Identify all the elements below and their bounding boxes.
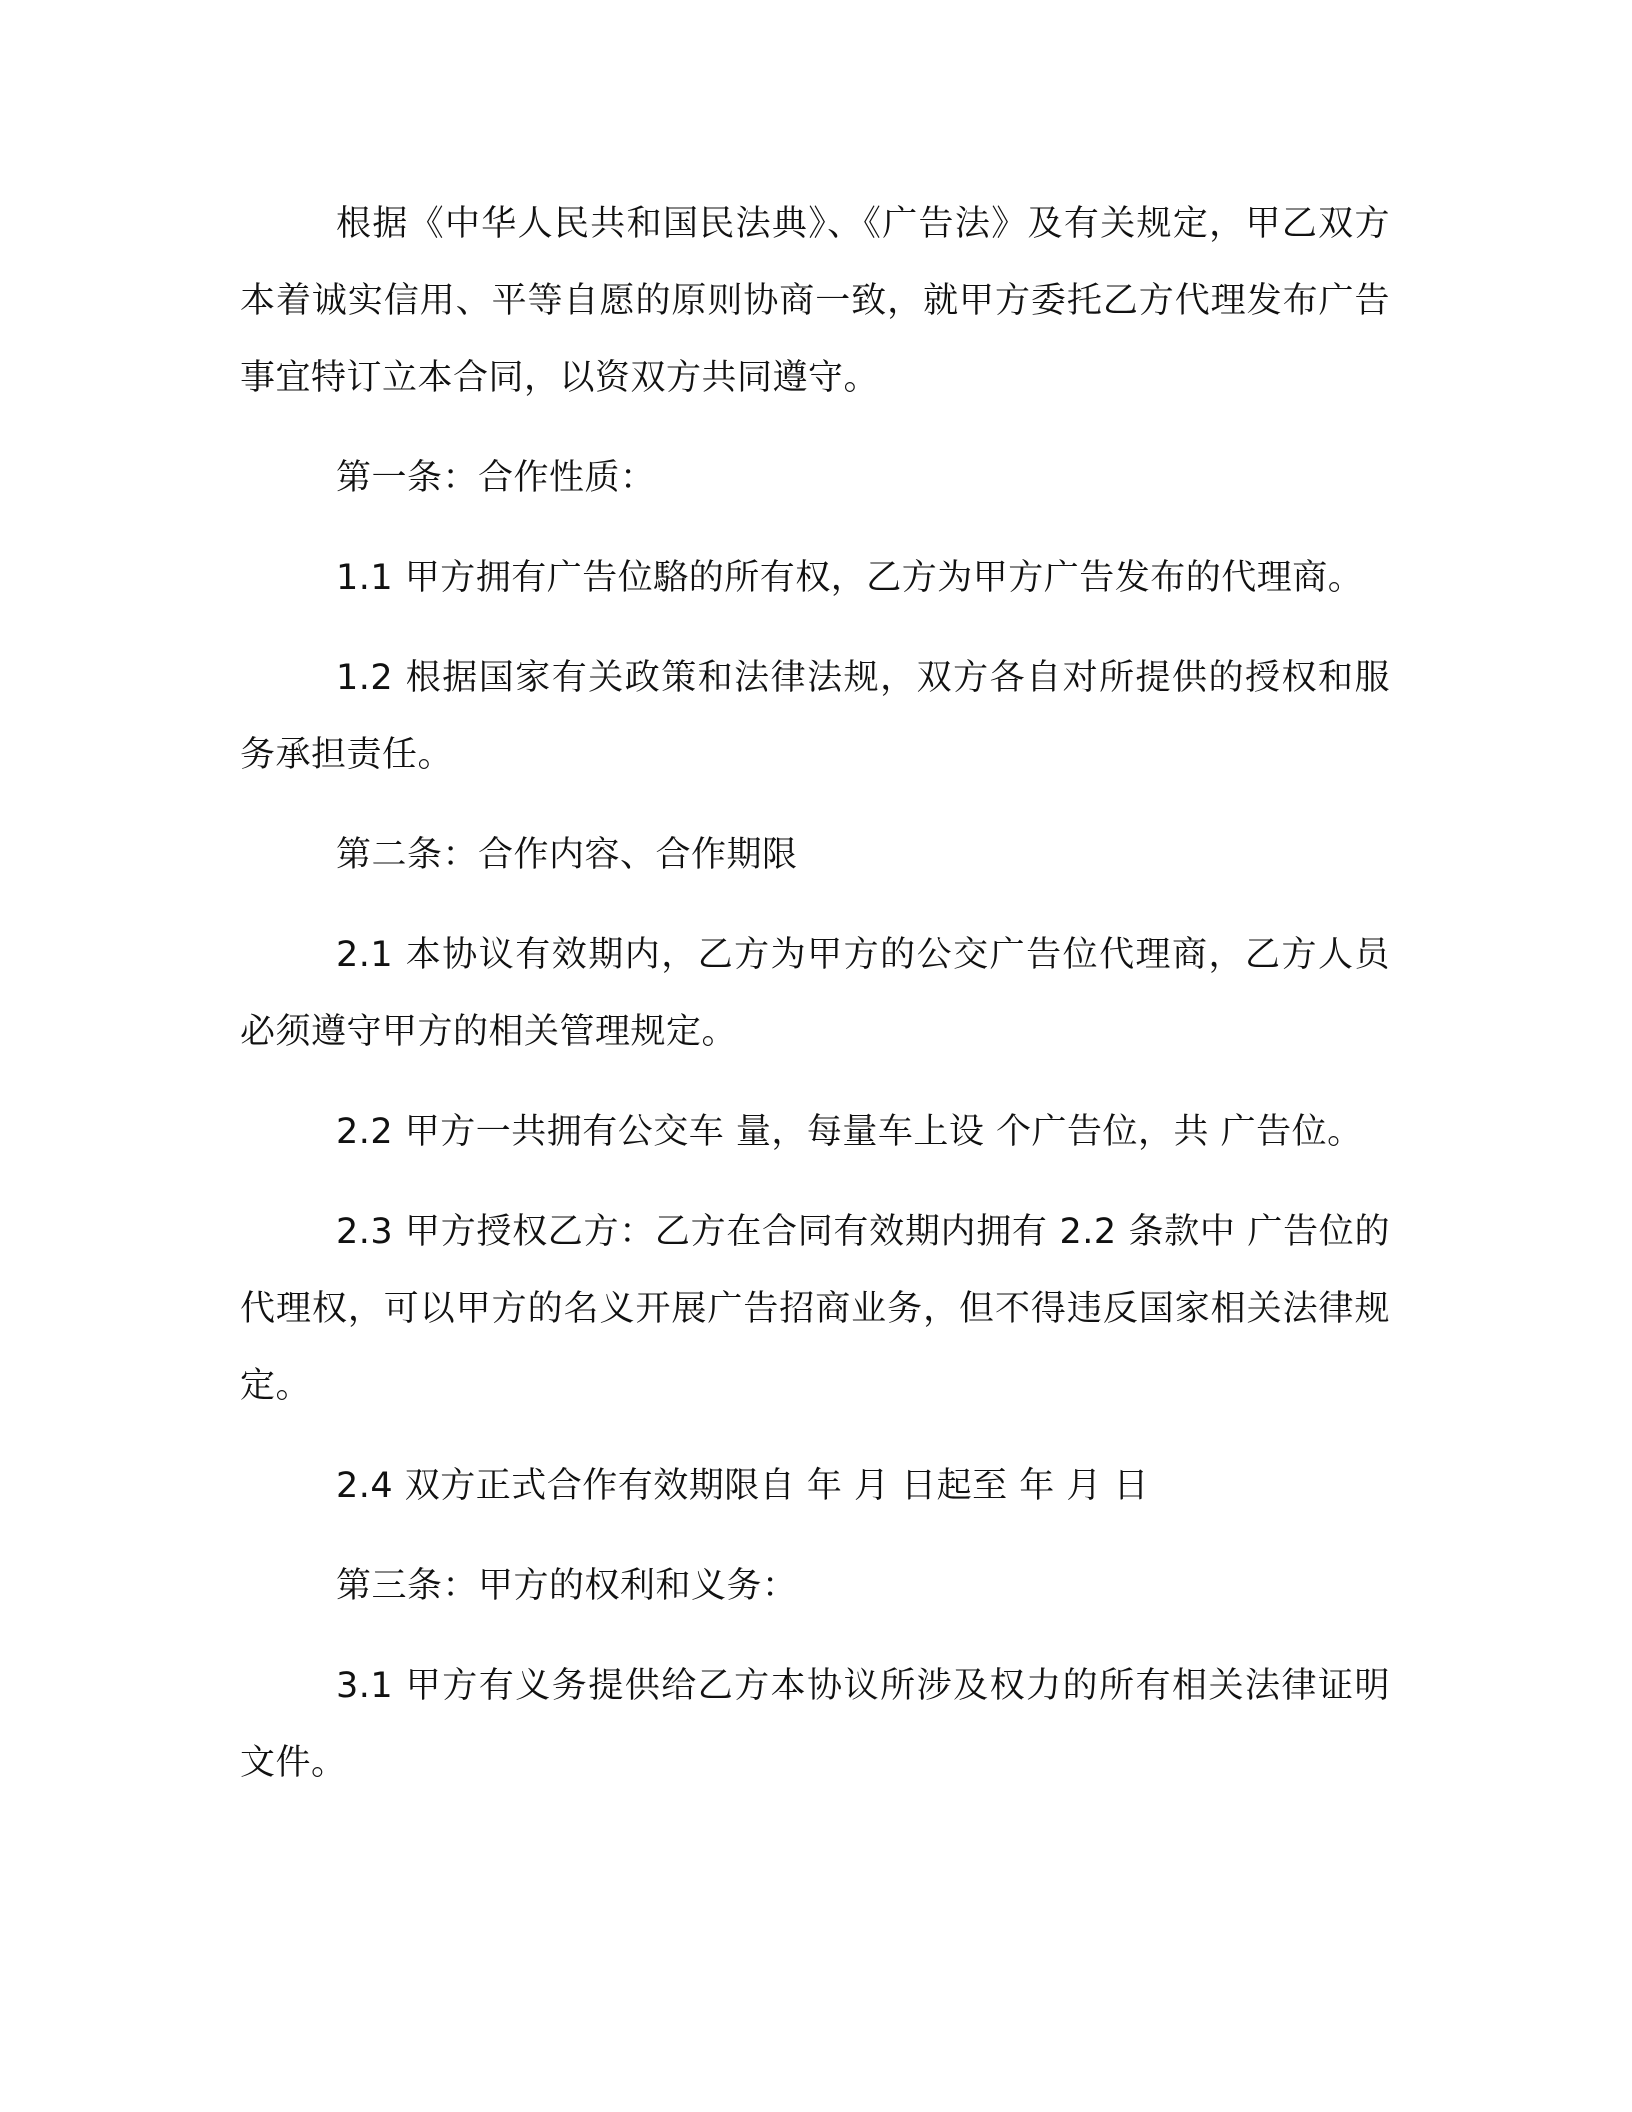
- clause-2-4: 2.4 双方正式合作有效期限自 年 月 日起至 年 月 日: [336, 1466, 1150, 1506]
- clause-3-1: 3.1 甲方有义务提供给乙方本协议所涉及权力的所有相关法律证明文件。: [240, 1666, 1390, 1783]
- clause-1-1: 1.1 甲方拥有广告位駱的所有权，乙方为甲方广告发布的代理商。: [336, 558, 1364, 598]
- preamble-paragraph: 根据《中华人民共和国民法典》、《广告法》及有关规定，甲乙双方本着诚实信用、平等自愿的原则协商一致，就甲方委托乙方代理发布广告事宜特订立本合同，以资双方共同遵守。: [240, 204, 1390, 398]
- clause-2-1: 2.1 本协议有效期内，乙方为甲方的公交广告位代理商，乙方人员必须遵守甲方的相关管理规定。: [240, 935, 1390, 1052]
- clause-1-2: 1.2 根据国家有关政策和法律法规，双方各自对所提供的授权和服务承担责任。: [240, 658, 1390, 775]
- clause-2-2: 2.2 甲方一共拥有公交车 量，每量车上设 个广告位，共 广告位。: [336, 1112, 1363, 1152]
- article-2-heading: 第二条：合作内容、合作期限: [336, 835, 798, 875]
- article-1-heading: 第一条：合作性质：: [336, 458, 656, 498]
- clause-2-3: 2.3 甲方授权乙方：乙方在合同有效期内拥有 2.2 条款中 广告位的代理权，可以甲方的名义开展广告招商业务，但不得违反国家相关法律规定。: [240, 1212, 1390, 1406]
- article-3-heading: 第三条：甲方的权利和义务：: [336, 1566, 798, 1606]
- document-body: [240, 186, 1390, 1825]
